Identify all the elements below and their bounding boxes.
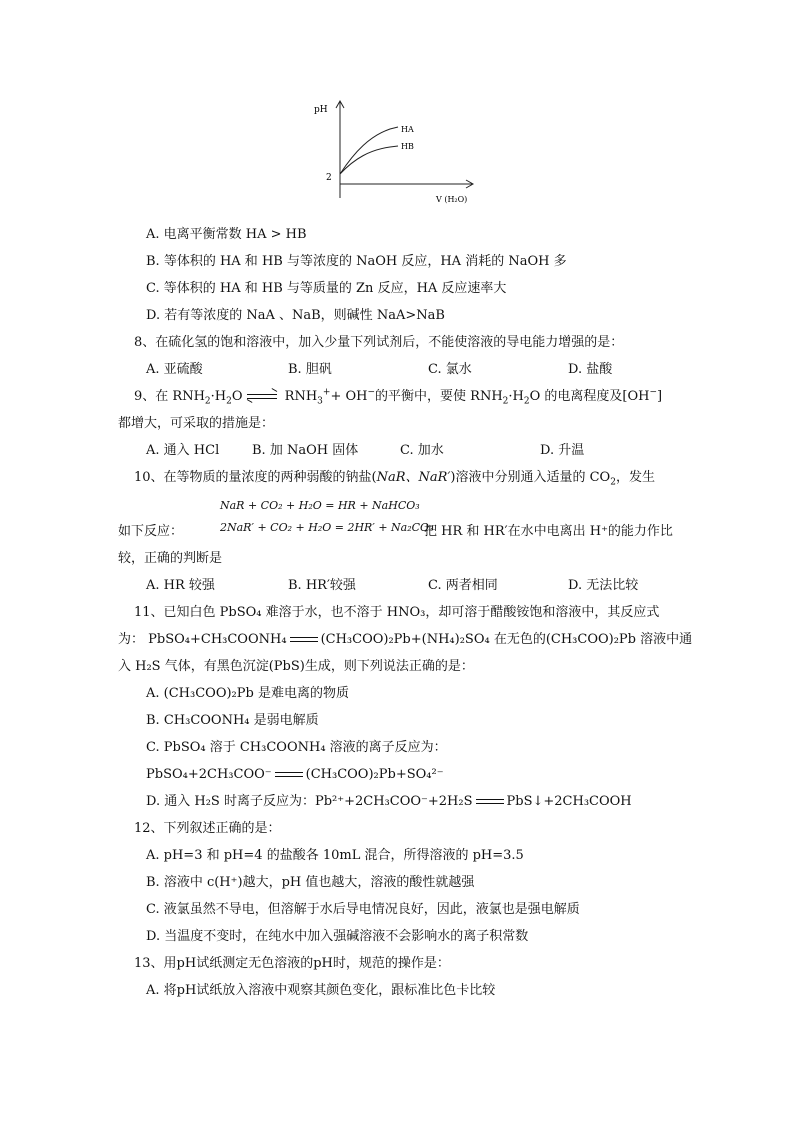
q10-after: 把 HR 和 HR′在水中电离出 H⁺的能力作比 [424,524,673,539]
q9-text-2: ·H [210,389,227,404]
q10-option-a: A. HR 较强 [146,578,215,593]
q9-text-9: ] [657,389,663,404]
q11-optd-left: D. 通入 H₂S 时离子反应为：Pb²⁺+2CH₃COO⁻+2H₂S [146,794,473,809]
q12-option-c: C. 液氯虽然不导电，但溶解于水后导电情况良好，因此，液氯也是强电解质 [146,902,580,917]
q10-equation-1: NaR + CO₂ + H₂O = HR + NaHCO₃ [220,499,420,512]
q9-text-6: 的平衡中，要使 RNH [375,389,503,404]
series-ha-label: HA [401,125,414,134]
q11-line-3: 入 H₂S 气体，有黑色沉淀(PbS)生成，则下列说法正确的是： [118,659,474,674]
q7-option-d: D. 若有等浓度的 NaA 、NaB，则碱性 NaA>NaB [146,308,445,323]
q10-text-a: 10、在等物质的量浓度的两种弱酸的钠盐( [134,470,377,485]
q7-option-c: C. 等体积的 HA 和 HB 与等质量的 Zn 反应，HA 反应速率大 [146,281,507,296]
q12-option-d: D. 当温度不变时，在纯水中加入强碱溶液不会影响水的离子积常数 [146,929,529,944]
q11-optd-right: PbS↓+2CH₃COOH [506,794,632,809]
q12-stem: 12、下列叙述正确的是： [134,821,281,836]
q10-option-d: D. 无法比较 [568,578,639,593]
q9-option-a: A. 通入 HCl [146,443,220,458]
q10-text-b: )溶液中分别通入适量的 CO [450,470,611,485]
q9-option-b: B. 加 NaOH 固体 [252,443,359,458]
q10-option-b: B. HR′较强 [288,578,356,593]
q9-option-d: D. 升温 [540,443,585,458]
q11-optc-left: PbSO₄+2CH₃COO⁻ [146,767,272,782]
q9-text-8: O 的电离程度及[OH [529,389,650,404]
q7-option-a: A. 电离平衡常数 HA > HB [146,227,307,242]
q9-text-5: + OH [330,389,368,404]
q11-option-c: C. PbSO₄ 溶于 CH₃COONH₄ 溶液的离子反应为： [146,740,447,755]
q11-line-1: 11、已知白色 PbSO₄ 难溶于水，也不溶于 HNO₃，却可溶于醋酸铵饱和溶液中，其反应式 [134,605,660,620]
q11-option-d [146,792,632,812]
q7-option-b: B. 等体积的 HA 和 HB 与等浓度的 NaOH 反应，HA 消耗的 NaOH 多 [146,254,567,269]
ph-dilution-chart [300,96,490,208]
x-axis-label: V (H₂O) [436,195,468,204]
y-tick-label: 2 [326,173,332,183]
q10-salts: NaR、NaR′ [376,470,451,485]
q8-option-a: A. 亚硫酸 [146,362,203,377]
q13-stem: 13、用pH试纸测定无色溶液的pH时，规范的操作是： [134,956,450,971]
q8-option-d: D. 盐酸 [568,362,613,377]
q9-text-3: O [231,389,243,404]
q10-lead: 如下反应： [118,524,184,539]
q11-line-2 [118,630,692,650]
q11-line-2b: (CH₃COO)₂Pb+(NH₄)₂SO₄ 在无色的(CH₃COO)₂Pb 溶液中通 [320,632,693,647]
equals-arrow-icon [476,798,504,806]
q12-option-a: A. pH=3 和 pH=4 的盐酸各 10mL 混合，所得溶液的 pH=3.5 [146,848,524,863]
q11-option-a: A. (CH₃COO)₂Pb 是难电离的物质 [146,686,349,701]
q12-option-b: B. 溶液中 c(H⁺)越大，pH 值也越大，溶液的酸性就越强 [146,875,475,890]
q9-option-c: C. 加水 [400,443,444,458]
y-axis-label: pH [314,105,328,115]
series-hb-line [340,146,398,174]
q10-equation-2: 2NaR′ + CO₂ + H₂O = 2HR′ + Na₂CO₃ [220,521,434,534]
q11-optc-right: (CH₃COO)₂Pb+SO₄²⁻ [305,767,444,782]
q10-text-c: ，发生 [615,470,655,485]
series-hb-label: HB [401,142,414,151]
q8-option-c: C. 氯水 [428,362,472,377]
q10-stem: 10、在等物质的量浓度的两种弱酸的钠盐(NaR、NaR′)溶液中分别通入适量的 $CO_2$，发生 [134,470,655,488]
equals-arrow-icon [275,771,303,779]
q8-stem: 8、在硫化氢的饱和溶液中，加入少量下列试剂后，不能使溶液的导电能力增强的是： [134,335,624,350]
q8-option-b: B. 胆矾 [288,362,332,377]
series-ha-line [340,127,398,174]
q13-option-a: A. 将pH试纸放入溶液中观察其颜色变化，跟标准比色卡比较 [146,983,496,998]
q10-option-c: C. 两者相同 [428,578,498,593]
q11-option-c-equation [146,765,444,785]
q9-text-4: RNH [280,389,318,404]
q9-text-1: 9、在 RNH [134,389,205,404]
equals-arrow-icon [290,636,318,644]
q9-stem: 9、在 $RNH_2\cdot H_2O$ $RNH_3^++ OH^-$的平衡中，要使 $RNH_2\cdot H_2O$ 的电离程度及[OH−] [134,387,663,407]
q10-line-3: 较，正确的判断是 [118,551,223,566]
q9-text-7: ·H [508,389,524,404]
reversible-arrow-icon [247,392,277,402]
q9-line-2: 都增大，可采取的措施是： [118,416,275,431]
q11-line-2a: 为： PbSO₄+CH₃COONH₄ [118,632,287,647]
q11-option-b: B. CH₃COONH₄ 是弱电解质 [146,713,319,728]
